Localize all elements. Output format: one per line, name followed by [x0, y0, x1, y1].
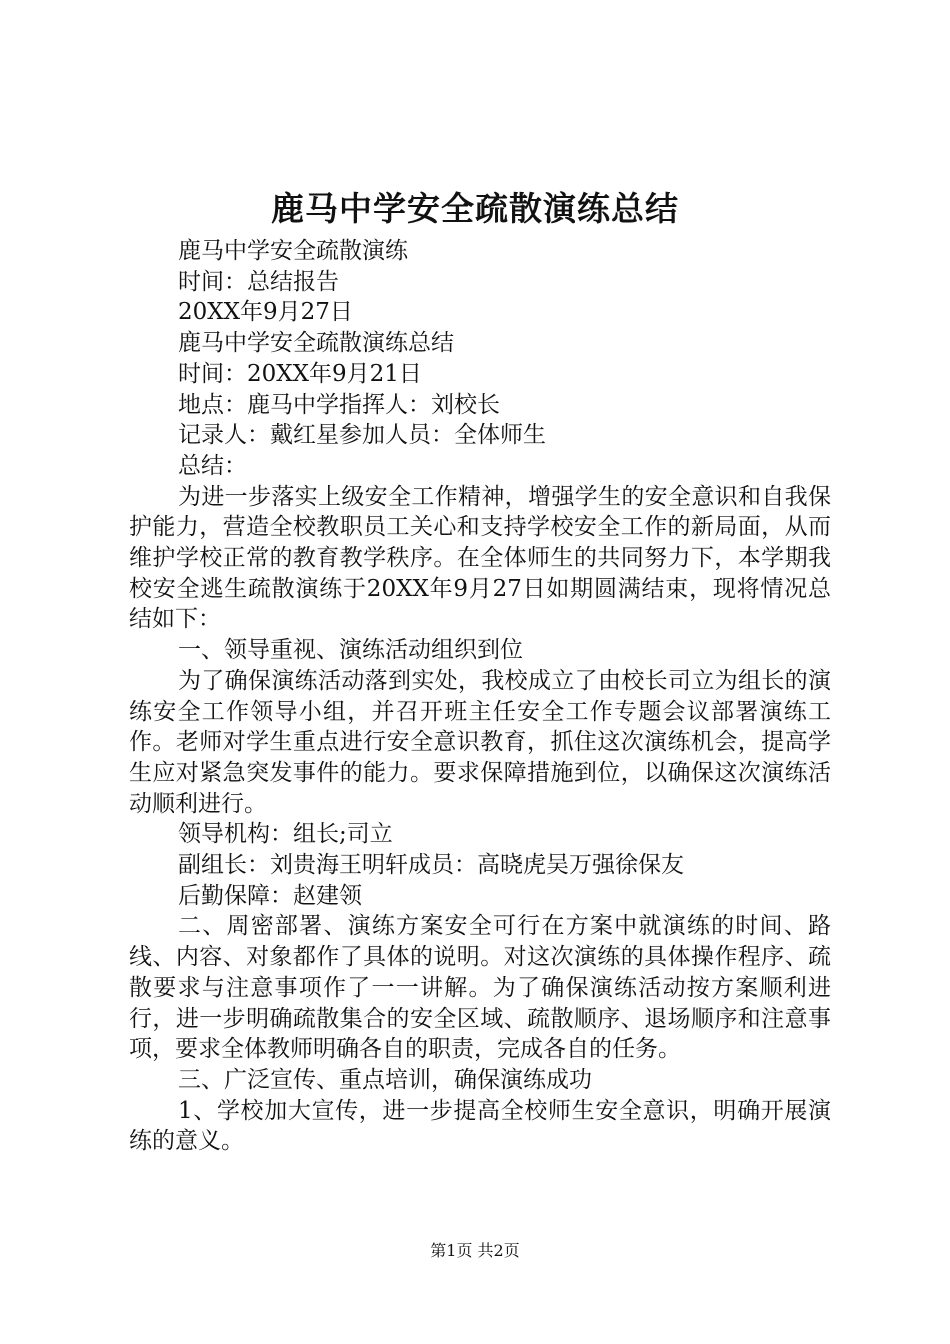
paragraph: 鹿马中学安全疏散演练总结 [178, 330, 454, 357]
paragraph: 20XX年9月27日 [178, 299, 353, 326]
paragraph: 鹿马中学安全疏散演练 [178, 238, 408, 264]
document-body [129, 236, 831, 1157]
paragraph: 为了确保演练活动落到实处，我校成立了由校长司立为组长的演练安全工作领导小组，并召开班主任安全工作专题会议部署演练工作。老师对学生重点进行安全意识教育，抓住这次演练机会，提高学生应对紧急突发事件的能力。要求保障措施到位，以确保这次演练活动顺利进行。 [129, 667, 831, 817]
document-title: 鹿马中学安全疏散演练总结 [271, 189, 679, 228]
paragraph: 总结： [178, 452, 247, 479]
paragraph: 地点：鹿马中学指挥人：刘校长 [178, 391, 500, 418]
paragraph: 为进一步落实上级安全工作精神，增强学生的安全意识和自我保护能力，营造全校教职员工关心和支持学校安全工作的新局面，从而维护学校正常的教育教学秩序。在全体师生的共同努力下，本学期我校安全逃生疏散演练于20XX年9月27日如期圆满结束，现将情况总结如下： [129, 483, 831, 633]
paragraph: 1、学校加大宣传，进一步提高全校师生安全意识，明确开展演练的意义。 [129, 1097, 831, 1155]
paragraph: 时间：总结报告 [178, 268, 339, 295]
paragraph: 时间：20XX年9月21日 [178, 360, 422, 387]
section-heading: 一、领导重视、演练活动组织到位 [178, 637, 523, 664]
paragraph: 后勤保障：赵建领 [178, 882, 362, 909]
section-heading: 三、广泛宣传、重点培训，确保演练成功 [178, 1066, 592, 1093]
paragraph: 记录人：戴红星参加人员：全体师生 [178, 422, 546, 449]
paragraph: 领导机构：组长;司立 [178, 821, 393, 848]
page-number-footer: 第1页 共2页 [430, 1241, 520, 1260]
paragraph: 副组长：刘贵海王明轩成员：高晓虎吴万强徐保友 [178, 852, 684, 879]
paragraph: 二、周密部署、演练方案安全可行在方案中就演练的时间、路线、内容、对象都作了具体的说明。对这次演练的具体操作程序、疏散要求与注意事项作了一一讲解。为了确保演练活动按方案顺利进行，进一步明确疏散集合的安全区域、疏散顺序、退场顺序和注意事项，要求全体教师明确各自的职责，完成各自的任务。 [129, 913, 831, 1063]
